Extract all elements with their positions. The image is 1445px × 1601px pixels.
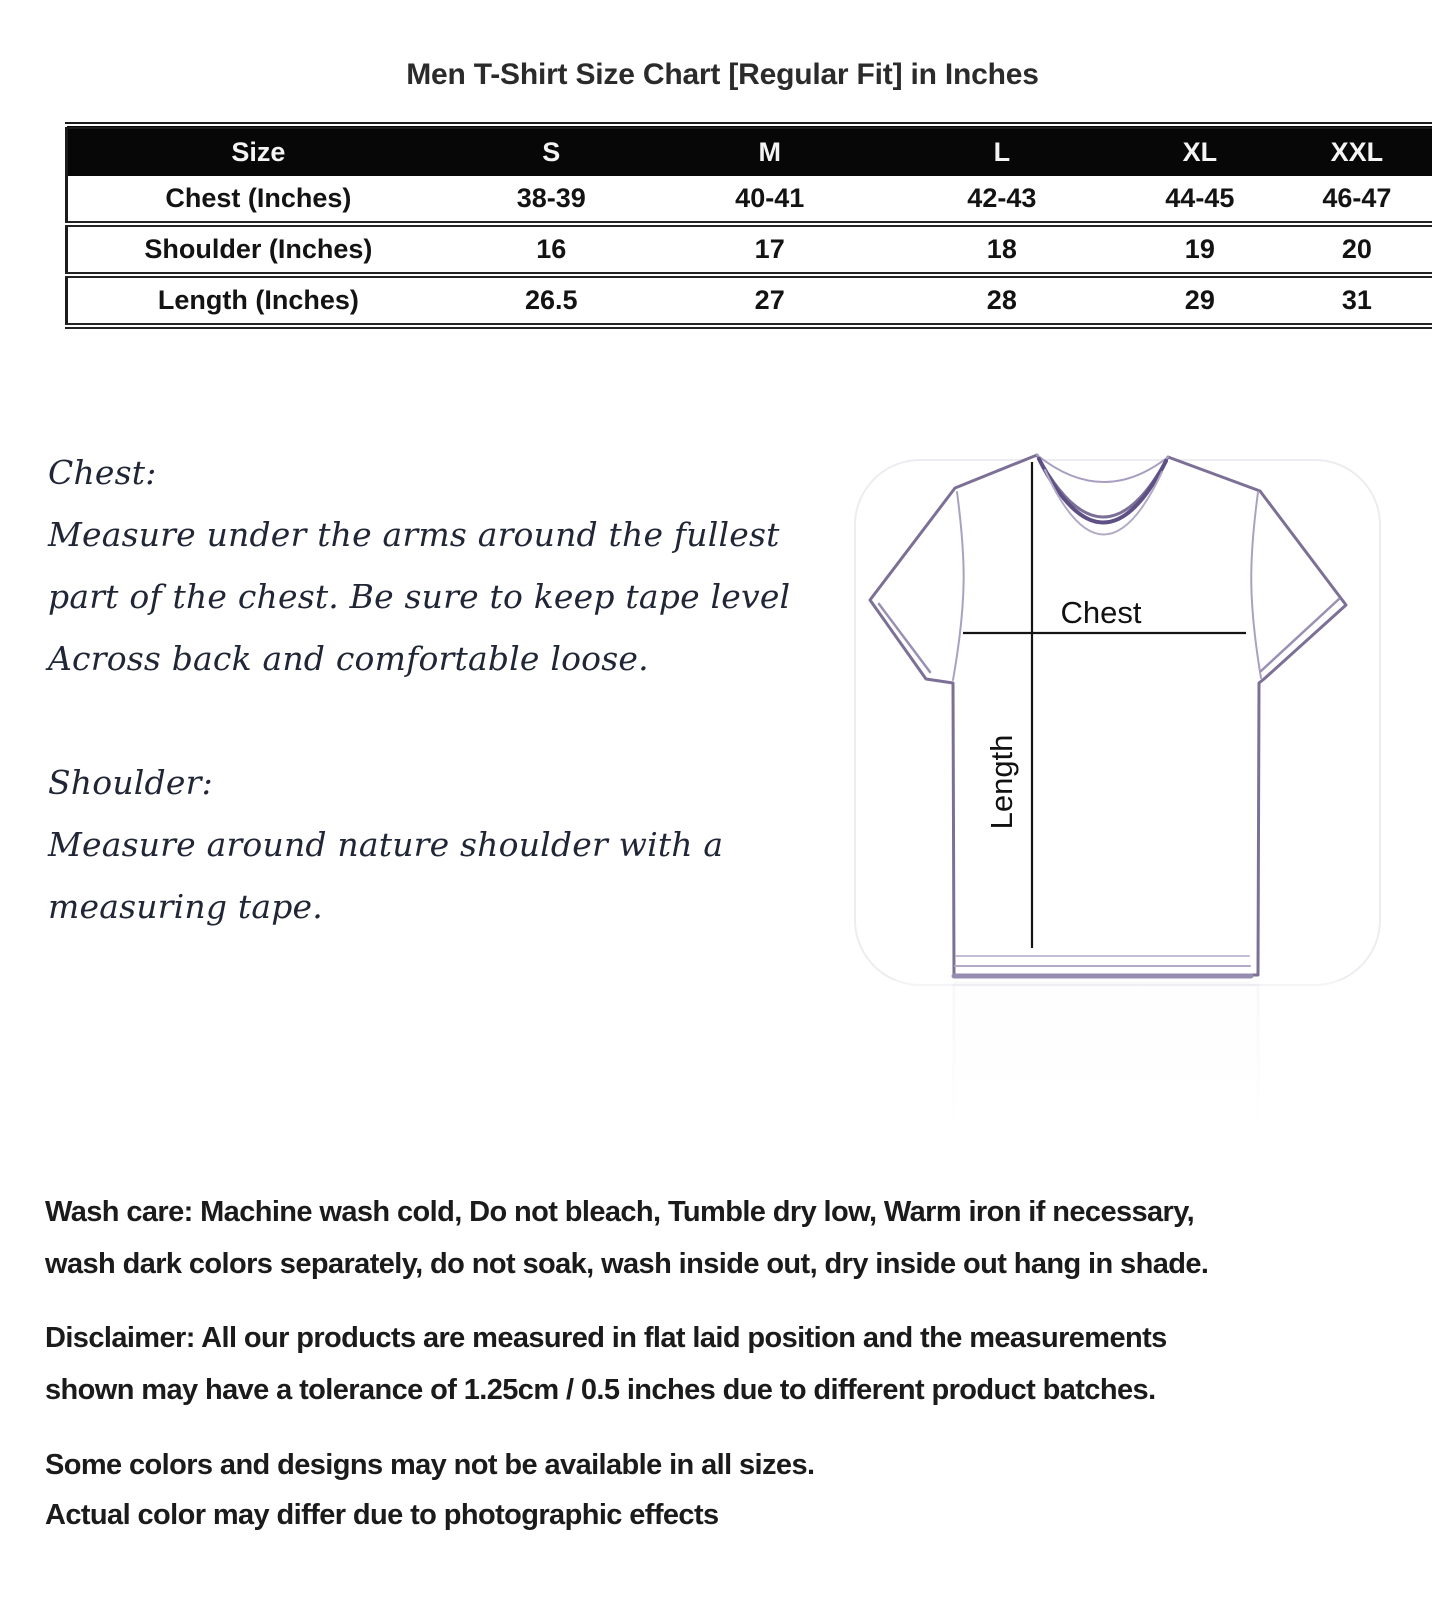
- cell: 18: [886, 224, 1118, 275]
- tshirt-diagram: [820, 420, 1445, 1130]
- tshirt-outline: [870, 455, 1346, 976]
- cell: 16: [449, 224, 654, 275]
- cell: 44-45: [1118, 176, 1282, 224]
- header-cell-m: M: [654, 126, 886, 177]
- shoulder-instructions-line: Measure around nature shoulder with a: [48, 825, 724, 864]
- chest-instructions-line: Across back and comfortable loose.: [48, 639, 649, 678]
- chest-instructions-line: Measure under the arms around the fullest: [48, 515, 780, 554]
- shoulder-instructions-heading: Shoulder:: [48, 763, 213, 802]
- chest-instructions-heading: Chest:: [48, 453, 157, 492]
- cell: 31: [1282, 275, 1432, 326]
- table-row-length: [67, 275, 1433, 326]
- table-header-row: [67, 126, 1433, 177]
- wash-care-note: [45, 1186, 1208, 1290]
- table-row-chest: [67, 176, 1433, 224]
- cell: 17: [654, 224, 886, 275]
- shoulder-instructions-line: measuring tape.: [48, 887, 323, 926]
- disclaimer-note: [45, 1312, 1167, 1416]
- table-row-shoulder: [67, 224, 1433, 275]
- chest-instructions: [48, 442, 790, 690]
- size-chart-table: [65, 122, 1432, 329]
- row-label: Shoulder (Inches): [67, 224, 449, 275]
- cell: 26.5: [449, 275, 654, 326]
- wash-care-line: Wash care: Machine wash cold, Do not bleach, Tumble dry low, Warm iron if necessary,: [45, 1196, 1195, 1228]
- page-title: Men T-Shirt Size Chart [Regular Fit] in Inches: [406, 58, 1039, 91]
- chest-label: Chest: [1060, 595, 1142, 630]
- disclaimer-line: Disclaimer: All our products are measured in flat laid position and the measurements: [45, 1322, 1167, 1354]
- cell: 19: [1118, 224, 1282, 275]
- cell: 20: [1282, 224, 1432, 275]
- row-label: Chest (Inches): [67, 176, 449, 224]
- header-cell-size: Size: [67, 126, 449, 177]
- cell: 38-39: [449, 176, 654, 224]
- header-cell-xxl: XXL: [1282, 126, 1432, 177]
- header-cell-l: L: [886, 126, 1118, 177]
- chest-instructions-line: part of the chest. Be sure to keep tape level: [48, 577, 791, 616]
- wash-care-line: wash dark colors separately, do not soak, wash inside out, dry inside out hang in shade.: [45, 1248, 1209, 1280]
- cell: 29: [1118, 275, 1282, 326]
- length-label: Length: [984, 734, 1019, 830]
- cell: 28: [886, 275, 1118, 326]
- color-note: Actual color may differ due to photographic effects: [45, 1499, 719, 1531]
- cell: 40-41: [654, 176, 886, 224]
- cell: 42-43: [886, 176, 1118, 224]
- availability-note: Some colors and designs may not be available in all sizes.: [45, 1449, 815, 1481]
- disclaimer-line: shown may have a tolerance of 1.25cm / 0.5 inches due to different product batches.: [45, 1374, 1156, 1406]
- final-notes: [45, 1440, 814, 1540]
- shoulder-instructions: [48, 752, 723, 938]
- cell: 46-47: [1282, 176, 1432, 224]
- header-cell-s: S: [449, 126, 654, 177]
- header-cell-xl: XL: [1118, 126, 1282, 177]
- cell: 27: [654, 275, 886, 326]
- row-label: Length (Inches): [67, 275, 449, 326]
